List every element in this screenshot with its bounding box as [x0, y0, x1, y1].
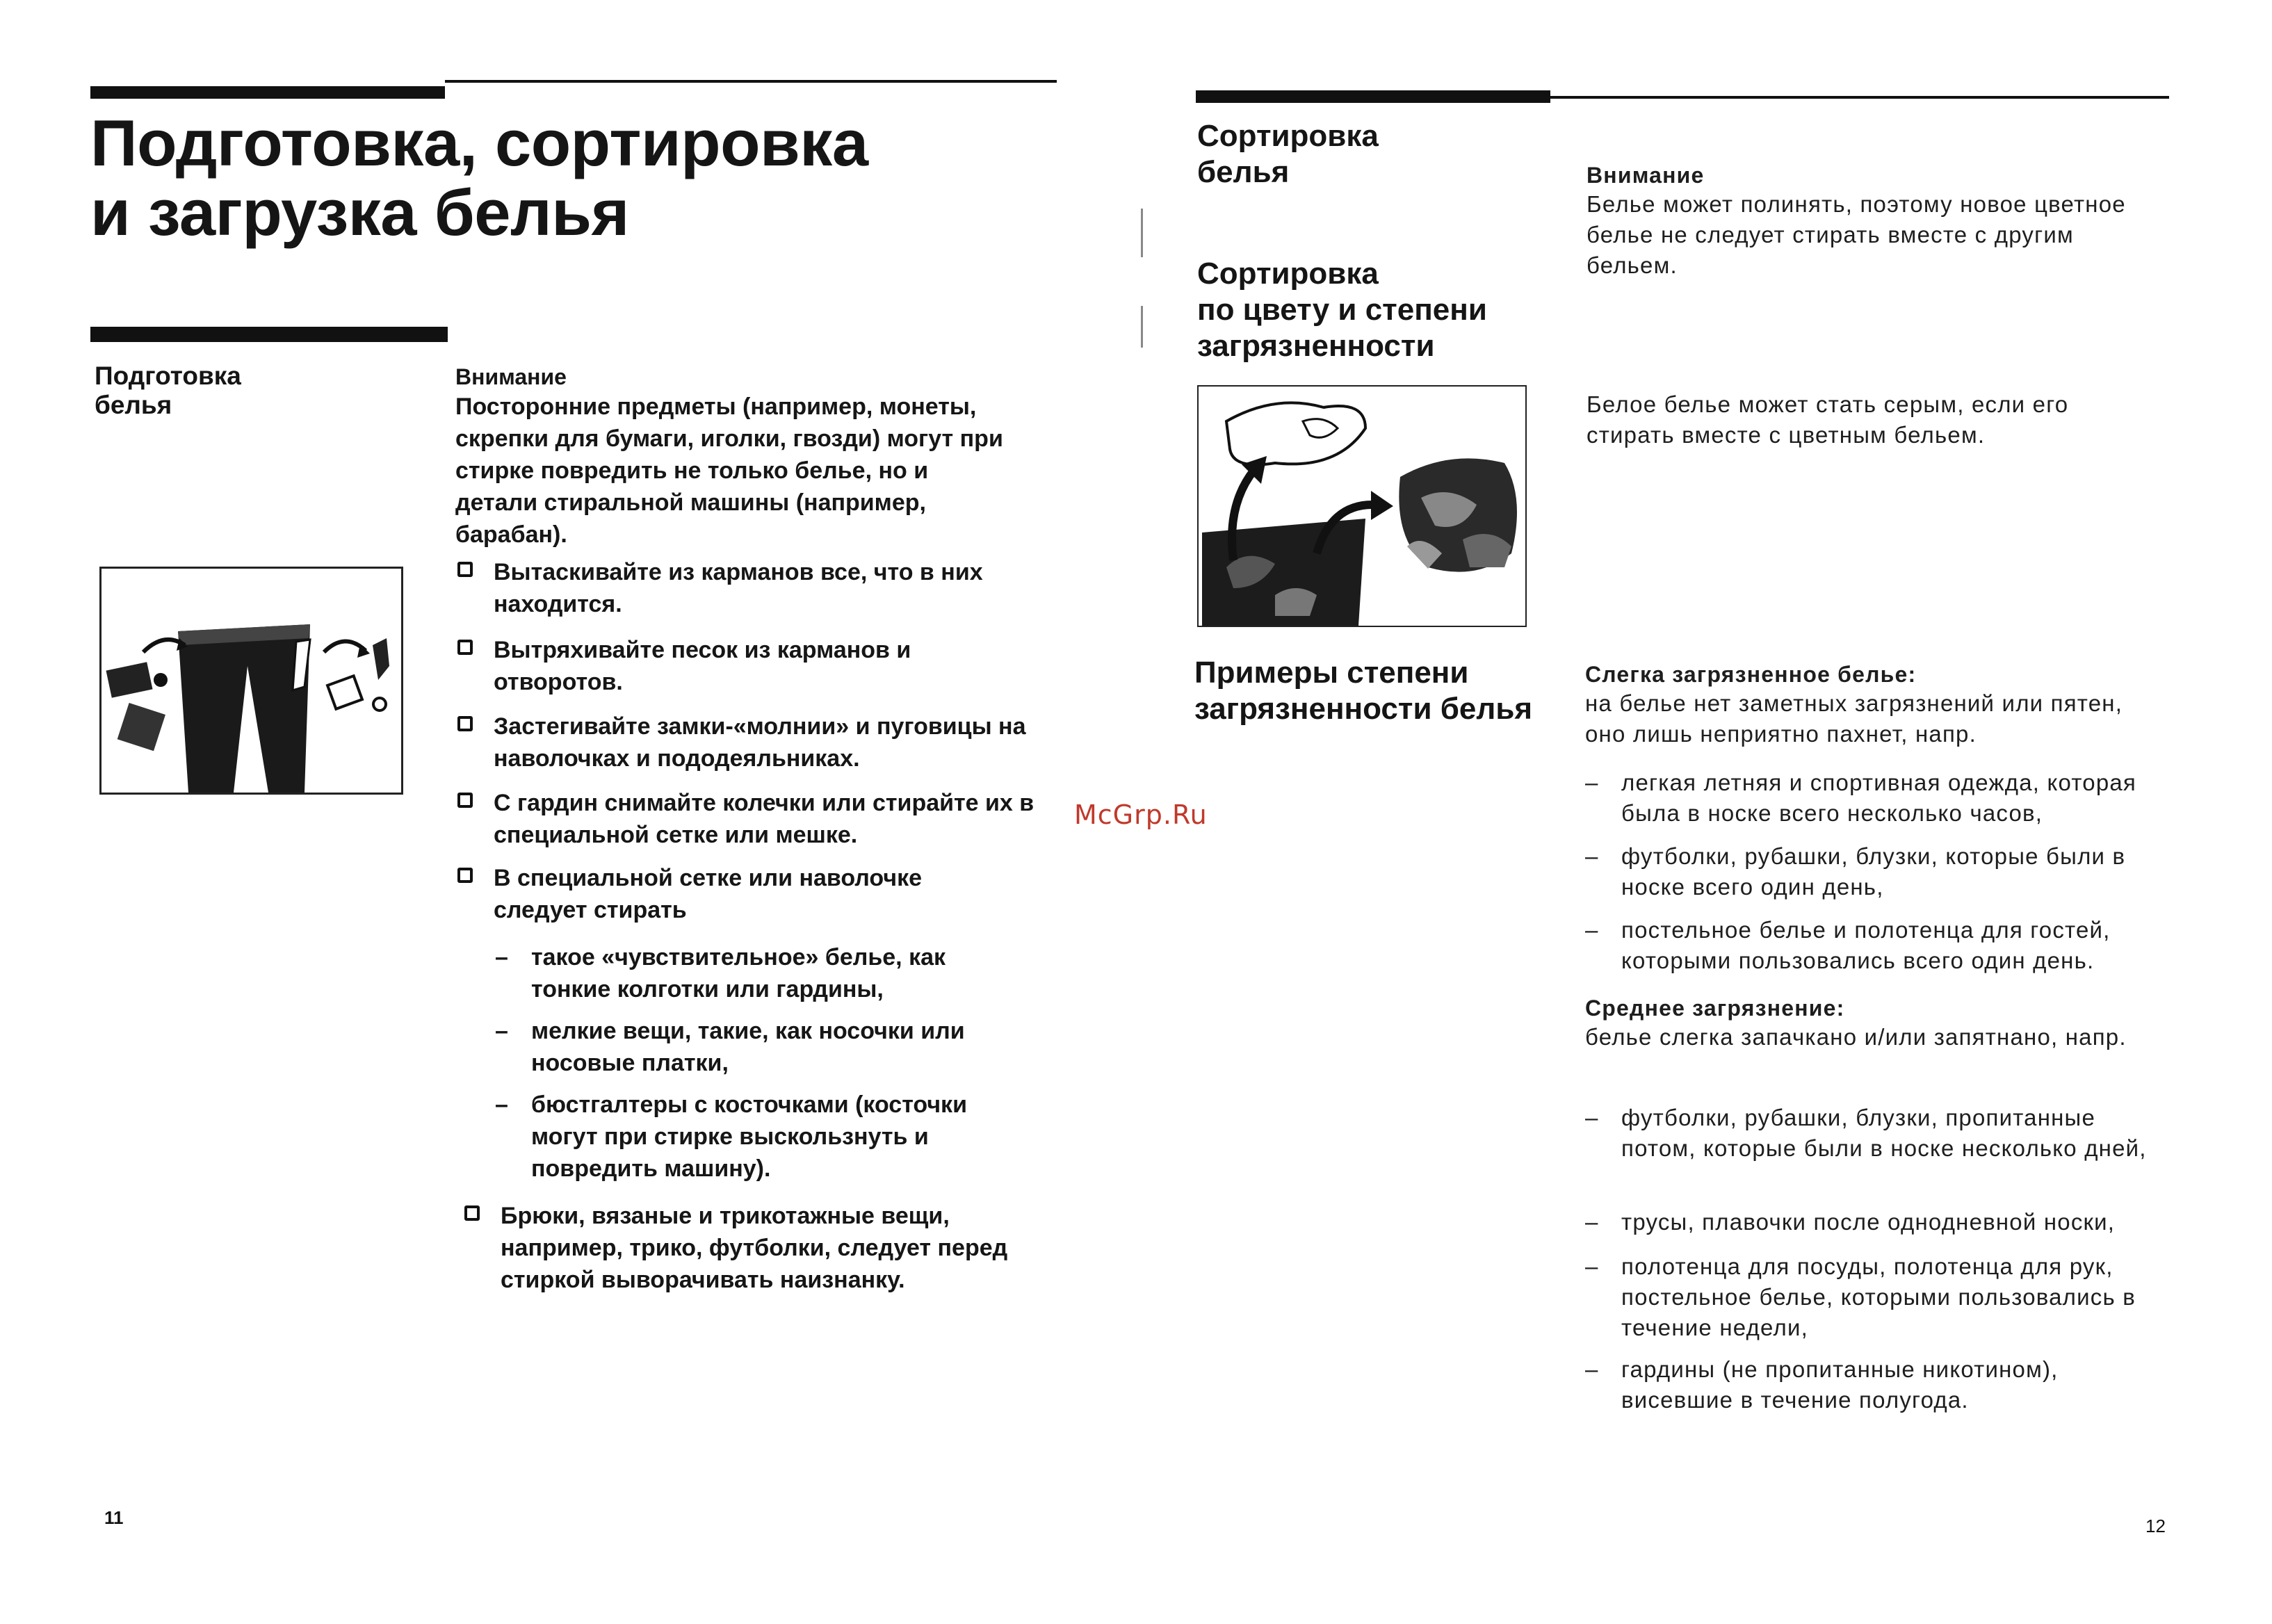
right-rule-thin — [1550, 96, 2169, 99]
medium-soil-text: белье слегка запачкано и/или запятнано, напр. — [1585, 1024, 2127, 1050]
white-laundry-note: Белое белье может стать серым, если его стирать вместе с цветным бельем. — [1587, 391, 2069, 448]
medium-soil-item: – полотенца для посуды, полотенца для рук, постельное белье, которыми пользовались в течение недели, — [1585, 1251, 2169, 1343]
light-soil-item: – постельное белье и полотенца для гостей, которыми пользовались всего один день. — [1585, 915, 2169, 976]
title-rule-thin — [445, 80, 1057, 83]
checklist-item: В специальной сетке или наволочке следует стирать — [457, 862, 986, 926]
light-soil-text: на белье нет заметных загрязнений или пятен, оно лишь неприятно пахнет, напр. — [1585, 690, 2123, 747]
medium-soil-item: – гардины (не пропитанные никотином), висевшие в течение полугода. — [1585, 1354, 2169, 1415]
dash-bullet: – — [1585, 917, 1599, 943]
medium-soil-label: Среднее загрязнение: — [1585, 996, 1845, 1021]
dash-bullet: – — [495, 1018, 508, 1044]
checklist-item: Брюки, вязаные и трикотажные вещи, например, трико, футболки, следует перед стиркой выворачивать наизнанку. — [464, 1200, 1041, 1296]
heading-sorting: Сортировка белья — [1197, 119, 1379, 189]
attention-text: Белье может полинять, поэтому новое цветное белье не следует стирать вместе с другим бельем. — [1587, 191, 2126, 278]
heading-examples: Примеры степени загрязненности белья — [1194, 656, 1533, 726]
sub-list-item: – мелкие вещи, такие, как носочки или носовые платки, — [495, 1015, 1023, 1079]
dash-bullet: – — [495, 1091, 508, 1118]
medium-soil-item: – футболки, рубашки, блузки, пропитанные потом, которые были в носке несколько дней, — [1585, 1103, 2169, 1164]
attention-block — [455, 363, 1012, 551]
dash-bullet: – — [1585, 1356, 1599, 1382]
section-heading-preparation: Подготовка белья — [95, 362, 241, 419]
checklist-item: С гардин снимайте колечки или стирайте их в специальной сетке или мешке. — [457, 787, 1041, 851]
title-rule-thick — [90, 86, 445, 99]
medium-soil-block — [1585, 994, 2141, 1053]
page-title: Подготовка, сортировка и загрузка белья — [90, 106, 868, 249]
square-checkbox-icon — [464, 1205, 480, 1221]
square-checkbox-icon — [457, 793, 473, 808]
light-soil-block — [1585, 660, 2162, 749]
page-number-left: 11 — [104, 1507, 124, 1528]
sub-list-item: – такое «чувствительное» белье, как тонкие колготки или гардины, — [495, 941, 1023, 1005]
page-number-right: 12 — [2145, 1516, 2166, 1536]
square-checkbox-icon — [457, 716, 473, 731]
square-checkbox-icon — [457, 640, 473, 655]
checklist-item: Вытаскивайте из карманов все, что в них находится. — [457, 556, 1014, 620]
dash-bullet: – — [495, 944, 508, 971]
checklist-item: Застегивайте замки-«молнии» и пуговицы на наволочках и пододеяльниках. — [457, 710, 1041, 774]
dash-bullet: – — [1585, 843, 1599, 869]
pocket-illustration — [99, 567, 403, 795]
square-checkbox-icon — [457, 562, 473, 577]
sorting-illustration — [1197, 385, 1527, 627]
medium-soil-item: – трусы, плавочки после однодневной носки, — [1585, 1207, 2197, 1237]
heading-by-color: Сортировка по цвету и степени загрязненности — [1197, 257, 1487, 363]
attention-text: Посторонние предметы (например, монеты, скрепки для бумаги, иголки, гвозди) могут при стирке повредить не только белье, но и детали стиральной машины (например, барабан). — [455, 393, 1003, 548]
checklist-item: Вытряхивайте песок из карманов и отворотов. — [457, 634, 1014, 698]
attention-block-right — [1587, 161, 2157, 281]
emptying-pockets-icon — [102, 569, 401, 793]
dash-bullet: – — [1585, 1253, 1599, 1279]
section-rule — [90, 327, 448, 342]
dash-bullet: – — [1585, 1209, 1599, 1235]
attention-label: Внимание — [455, 364, 567, 389]
square-checkbox-icon — [457, 868, 473, 883]
dash-bullet: – — [1585, 770, 1599, 795]
attention-label: Внимание — [1587, 163, 1705, 188]
dash-bullet: – — [1585, 1105, 1599, 1130]
right-rule-thick — [1196, 90, 1550, 103]
gutter-mark — [1141, 209, 1143, 257]
light-soil-item: – легкая летняя и спортивная одежда, которая была в носке всего несколько часов, — [1585, 768, 2169, 829]
sub-list-item: – бюстгалтеры с косточками (косточки могут при стирке выскользнуть и повредить машину). — [495, 1089, 1023, 1185]
laundry-sorting-icon — [1199, 387, 1525, 626]
watermark: McGrp.Ru — [1074, 799, 1208, 830]
light-soil-item: – футболки, рубашки, блузки, которые были в носке всего один день, — [1585, 841, 2169, 902]
light-soil-label: Слегка загрязненное белье: — [1585, 662, 1917, 687]
gutter-mark — [1141, 306, 1143, 348]
